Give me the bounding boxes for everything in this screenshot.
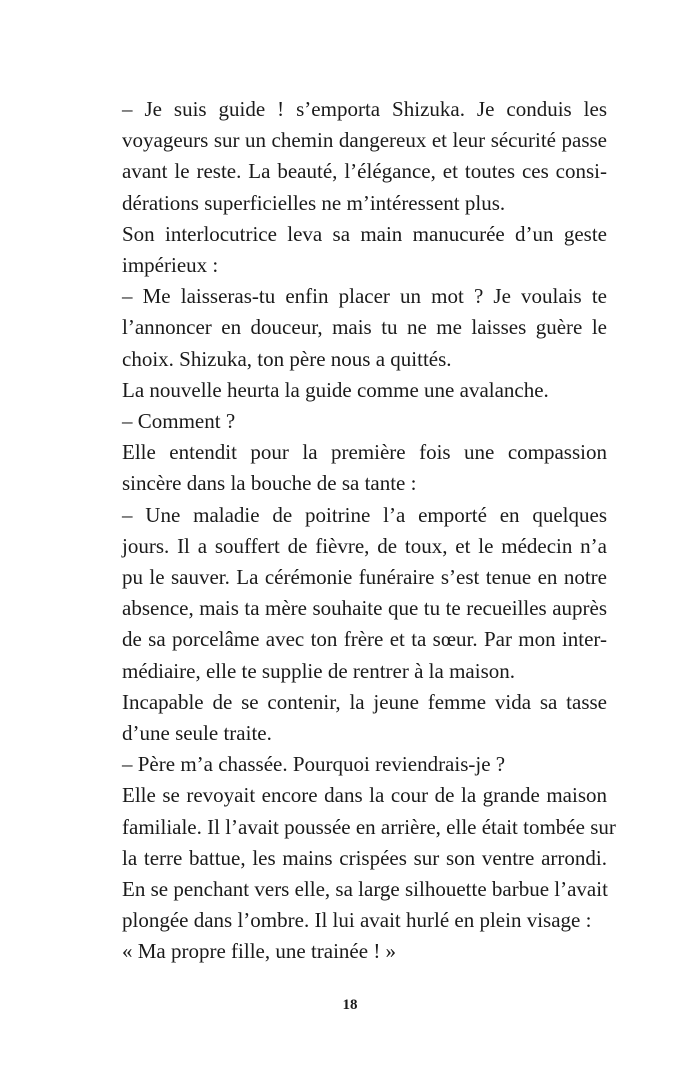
text-line: dérations superficielles ne m’intéressent plus.: [122, 190, 506, 215]
text-line: voyageurs sur un chemin dangereux et leur sécurité passe: [122, 128, 607, 153]
page-number: 18: [342, 997, 358, 1013]
paragraph: [97, 936, 607, 967]
text-line: – Comment ?: [122, 409, 236, 434]
text-line: absence, mais ta mère souhaite que tu te recueilles auprès: [122, 596, 607, 621]
paragraph: [97, 219, 607, 281]
text-line: Elle entendit pour la première fois une compassion: [122, 440, 607, 465]
text-line: de sa porcelâme avec ton frère et ta sœur. Par mon inter-: [122, 627, 607, 652]
text-line: En se penchant vers elle, sa large silhouette barbue l’avait: [122, 877, 608, 902]
text-line: – Je suis guide ! s’emporta Shizuka. Je conduis les: [122, 97, 607, 121]
text-line: choix. Shizuka, ton père nous a quittés.: [122, 346, 452, 371]
text-line: pu le sauver. La cérémonie funéraire s’est tenue en notre: [122, 565, 607, 590]
text-line: sincère dans la bouche de sa tante :: [122, 471, 417, 496]
text-line: – Me laisseras-tu enfin placer un mot ? Je voulais te: [122, 284, 607, 309]
text-line: « Ma propre fille, une trainée ! »: [122, 939, 397, 964]
paragraph: [97, 94, 607, 219]
text-line: Elle se revoyait encore dans la cour de la grande maison: [122, 783, 607, 808]
text-line: l’annoncer en douceur, mais tu ne me laisses guère le: [122, 315, 607, 340]
text-line: Son interlocutrice leva sa main manucurée d’un geste: [122, 221, 607, 246]
paragraph: [97, 780, 616, 936]
text-line: familiale. Il l’avait poussée en arrière, elle était tombée sur: [122, 814, 616, 839]
text-line: jours. Il a souffert de fièvre, de toux, et le médecin n’a: [122, 533, 607, 558]
paragraph: [97, 749, 607, 780]
text-line: La nouvelle heurta la guide comme une avalanche.: [122, 377, 549, 402]
text-line: – Père m’a chassée. Pourquoi reviendrais-je ?: [122, 752, 506, 777]
text-line: médiaire, elle te supplie de rentrer à la maison.: [122, 658, 516, 683]
paragraph: [97, 687, 607, 749]
text-line: avant le reste. La beauté, l’élégance, et toutes ces consi-: [122, 159, 607, 184]
text-line: d’une seule traite.: [122, 721, 272, 746]
paragraph: [97, 406, 607, 437]
body-text: [97, 94, 616, 968]
paragraph: [97, 500, 607, 687]
text-line: Incapable de se contenir, la jeune femme vida sa tasse: [122, 689, 607, 714]
text-line: plongée dans l’ombre. Il lui avait hurlé en plein visage :: [122, 908, 592, 933]
text-line: impérieux :: [122, 253, 219, 278]
paragraph: [97, 375, 607, 406]
text-line: – Une maladie de poitrine l’a emporté en quelques: [122, 502, 607, 527]
paragraph: [97, 437, 607, 499]
text-line: la terre battue, les mains crispées sur son ventre arrondi.: [122, 845, 607, 870]
paragraph: [97, 281, 607, 375]
